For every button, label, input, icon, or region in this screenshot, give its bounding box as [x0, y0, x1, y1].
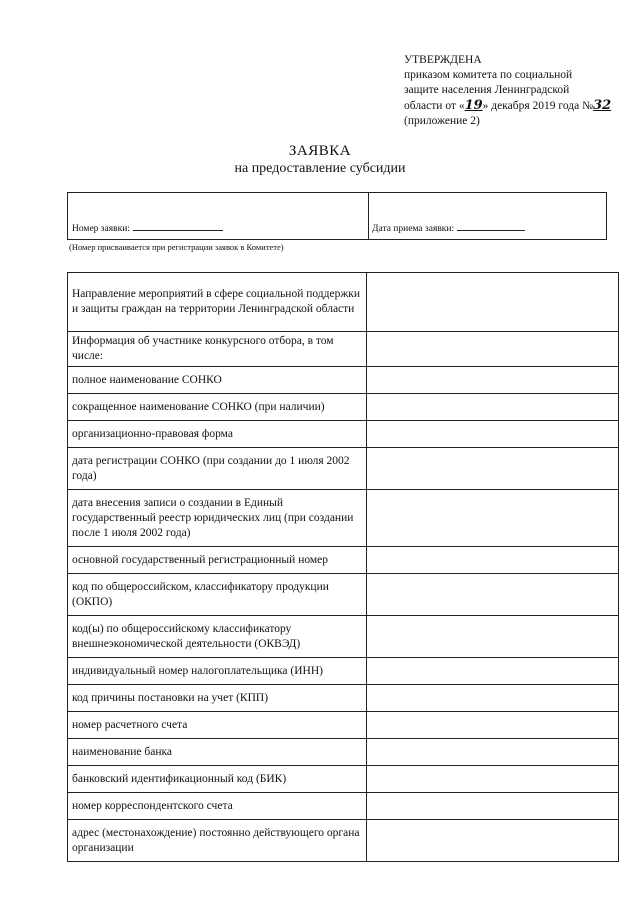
- form-row-label: номер расчетного счета: [68, 712, 367, 739]
- approval-number-handwritten: 32: [593, 98, 612, 113]
- approval-date-line: [404, 98, 634, 114]
- form-row-value-cell[interactable]: [367, 712, 619, 739]
- form-row-value-cell[interactable]: [367, 793, 619, 820]
- document-title: ЗАЯВКА: [288, 143, 352, 159]
- reception-date-line[interactable]: [457, 221, 525, 231]
- form-row-value-cell[interactable]: [367, 490, 619, 547]
- form-row-label: полное наименование СОНКО: [68, 367, 367, 394]
- form-row-label: Направление мероприятий в сфере социальной поддержки и защиты граждан на территории Ленинградской области: [68, 273, 367, 332]
- registration-divider: [368, 193, 369, 239]
- approval-date-prefix: области от «: [404, 100, 465, 112]
- title-block: [0, 142, 640, 178]
- form-row-label: дата регистрации СОНКО (при создании до 1 июля 2002 года): [68, 448, 367, 490]
- application-number-line[interactable]: [133, 221, 223, 231]
- form-row: [68, 547, 619, 574]
- form-row: [68, 574, 619, 616]
- form-row: [68, 394, 619, 421]
- form-row: [68, 273, 619, 332]
- form-row-value-cell[interactable]: [367, 421, 619, 448]
- form-row-label: наименование банка: [68, 739, 367, 766]
- reception-date-label: Дата приема заявки:: [372, 224, 455, 234]
- form-row-value-cell[interactable]: [367, 547, 619, 574]
- form-row-value-cell[interactable]: [367, 685, 619, 712]
- document-subtitle: на предоставление субсидии: [234, 161, 406, 176]
- approval-appendix: (приложение 2): [404, 115, 480, 127]
- form-row-value-cell[interactable]: [367, 394, 619, 421]
- form-row: [68, 332, 619, 367]
- approval-date-mid: » декабря 2019 года №: [482, 100, 594, 112]
- form-row: [68, 490, 619, 547]
- form-row-label: индивидуальный номер налогоплательщика (ИНН): [68, 658, 367, 685]
- form-row-label: банковский идентификационный код (БИК): [68, 766, 367, 793]
- form-row-value-cell[interactable]: [367, 574, 619, 616]
- approval-day-handwritten: 19: [464, 98, 483, 113]
- form-row: [68, 712, 619, 739]
- form-row-value-cell[interactable]: [367, 658, 619, 685]
- reception-date-field[interactable]: [372, 221, 525, 234]
- form-row-label: код по общероссийском, классификатору продукции (ОКПО): [68, 574, 367, 616]
- approval-committee-line: защите населения Ленинградской: [404, 84, 570, 96]
- form-row-value-cell[interactable]: [367, 616, 619, 658]
- form-row: [68, 448, 619, 490]
- application-number-label: Номер заявки:: [72, 224, 130, 234]
- approval-stamp: [404, 53, 634, 129]
- form-row-value-cell[interactable]: [367, 273, 619, 332]
- form-row-value-cell[interactable]: [367, 820, 619, 862]
- form-row-label: Информация об участнике конкурсного отбора, в том числе:: [68, 332, 367, 367]
- form-row-label: дата внесения записи о создании в Единый государственный реестр юридических лиц (при создании после 1 июля 2002 года): [68, 490, 367, 547]
- form-row: [68, 685, 619, 712]
- form-row-value-cell[interactable]: [367, 448, 619, 490]
- form-row: [68, 367, 619, 394]
- approval-heading: УТВЕРЖДЕНА: [404, 54, 482, 66]
- form-row-label: номер корреспондентского счета: [68, 793, 367, 820]
- form-row: [68, 820, 619, 862]
- form-row: [68, 616, 619, 658]
- form-row-label: код(ы) по общероссийскому классификатору внешнеэкономической деятельности (ОКВЭД): [68, 616, 367, 658]
- form-row: [68, 421, 619, 448]
- form-row-label: организационно-правовая форма: [68, 421, 367, 448]
- approval-order-line: приказом комитета по социальной: [404, 69, 573, 81]
- form-row-label: код причины постановки на учет (КПП): [68, 685, 367, 712]
- application-form-table: [67, 272, 619, 862]
- form-row-value-cell[interactable]: [367, 739, 619, 766]
- form-row-value-cell[interactable]: [367, 766, 619, 793]
- registration-box: [67, 192, 607, 240]
- form-row-label: сокращенное наименование СОНКО (при наличии): [68, 394, 367, 421]
- application-number-field[interactable]: [72, 221, 223, 234]
- form-row-label: адрес (местонахождение) постоянно действующего органа организации: [68, 820, 367, 862]
- form-row-value-cell[interactable]: [367, 367, 619, 394]
- form-row-value-cell[interactable]: [367, 332, 619, 367]
- registration-note: (Номер присваивается при регистрации заявок в Комитете): [69, 242, 284, 252]
- form-row-label: основной государственный регистрационный номер: [68, 547, 367, 574]
- form-row: [68, 766, 619, 793]
- form-row: [68, 658, 619, 685]
- form-row: [68, 739, 619, 766]
- form-row: [68, 793, 619, 820]
